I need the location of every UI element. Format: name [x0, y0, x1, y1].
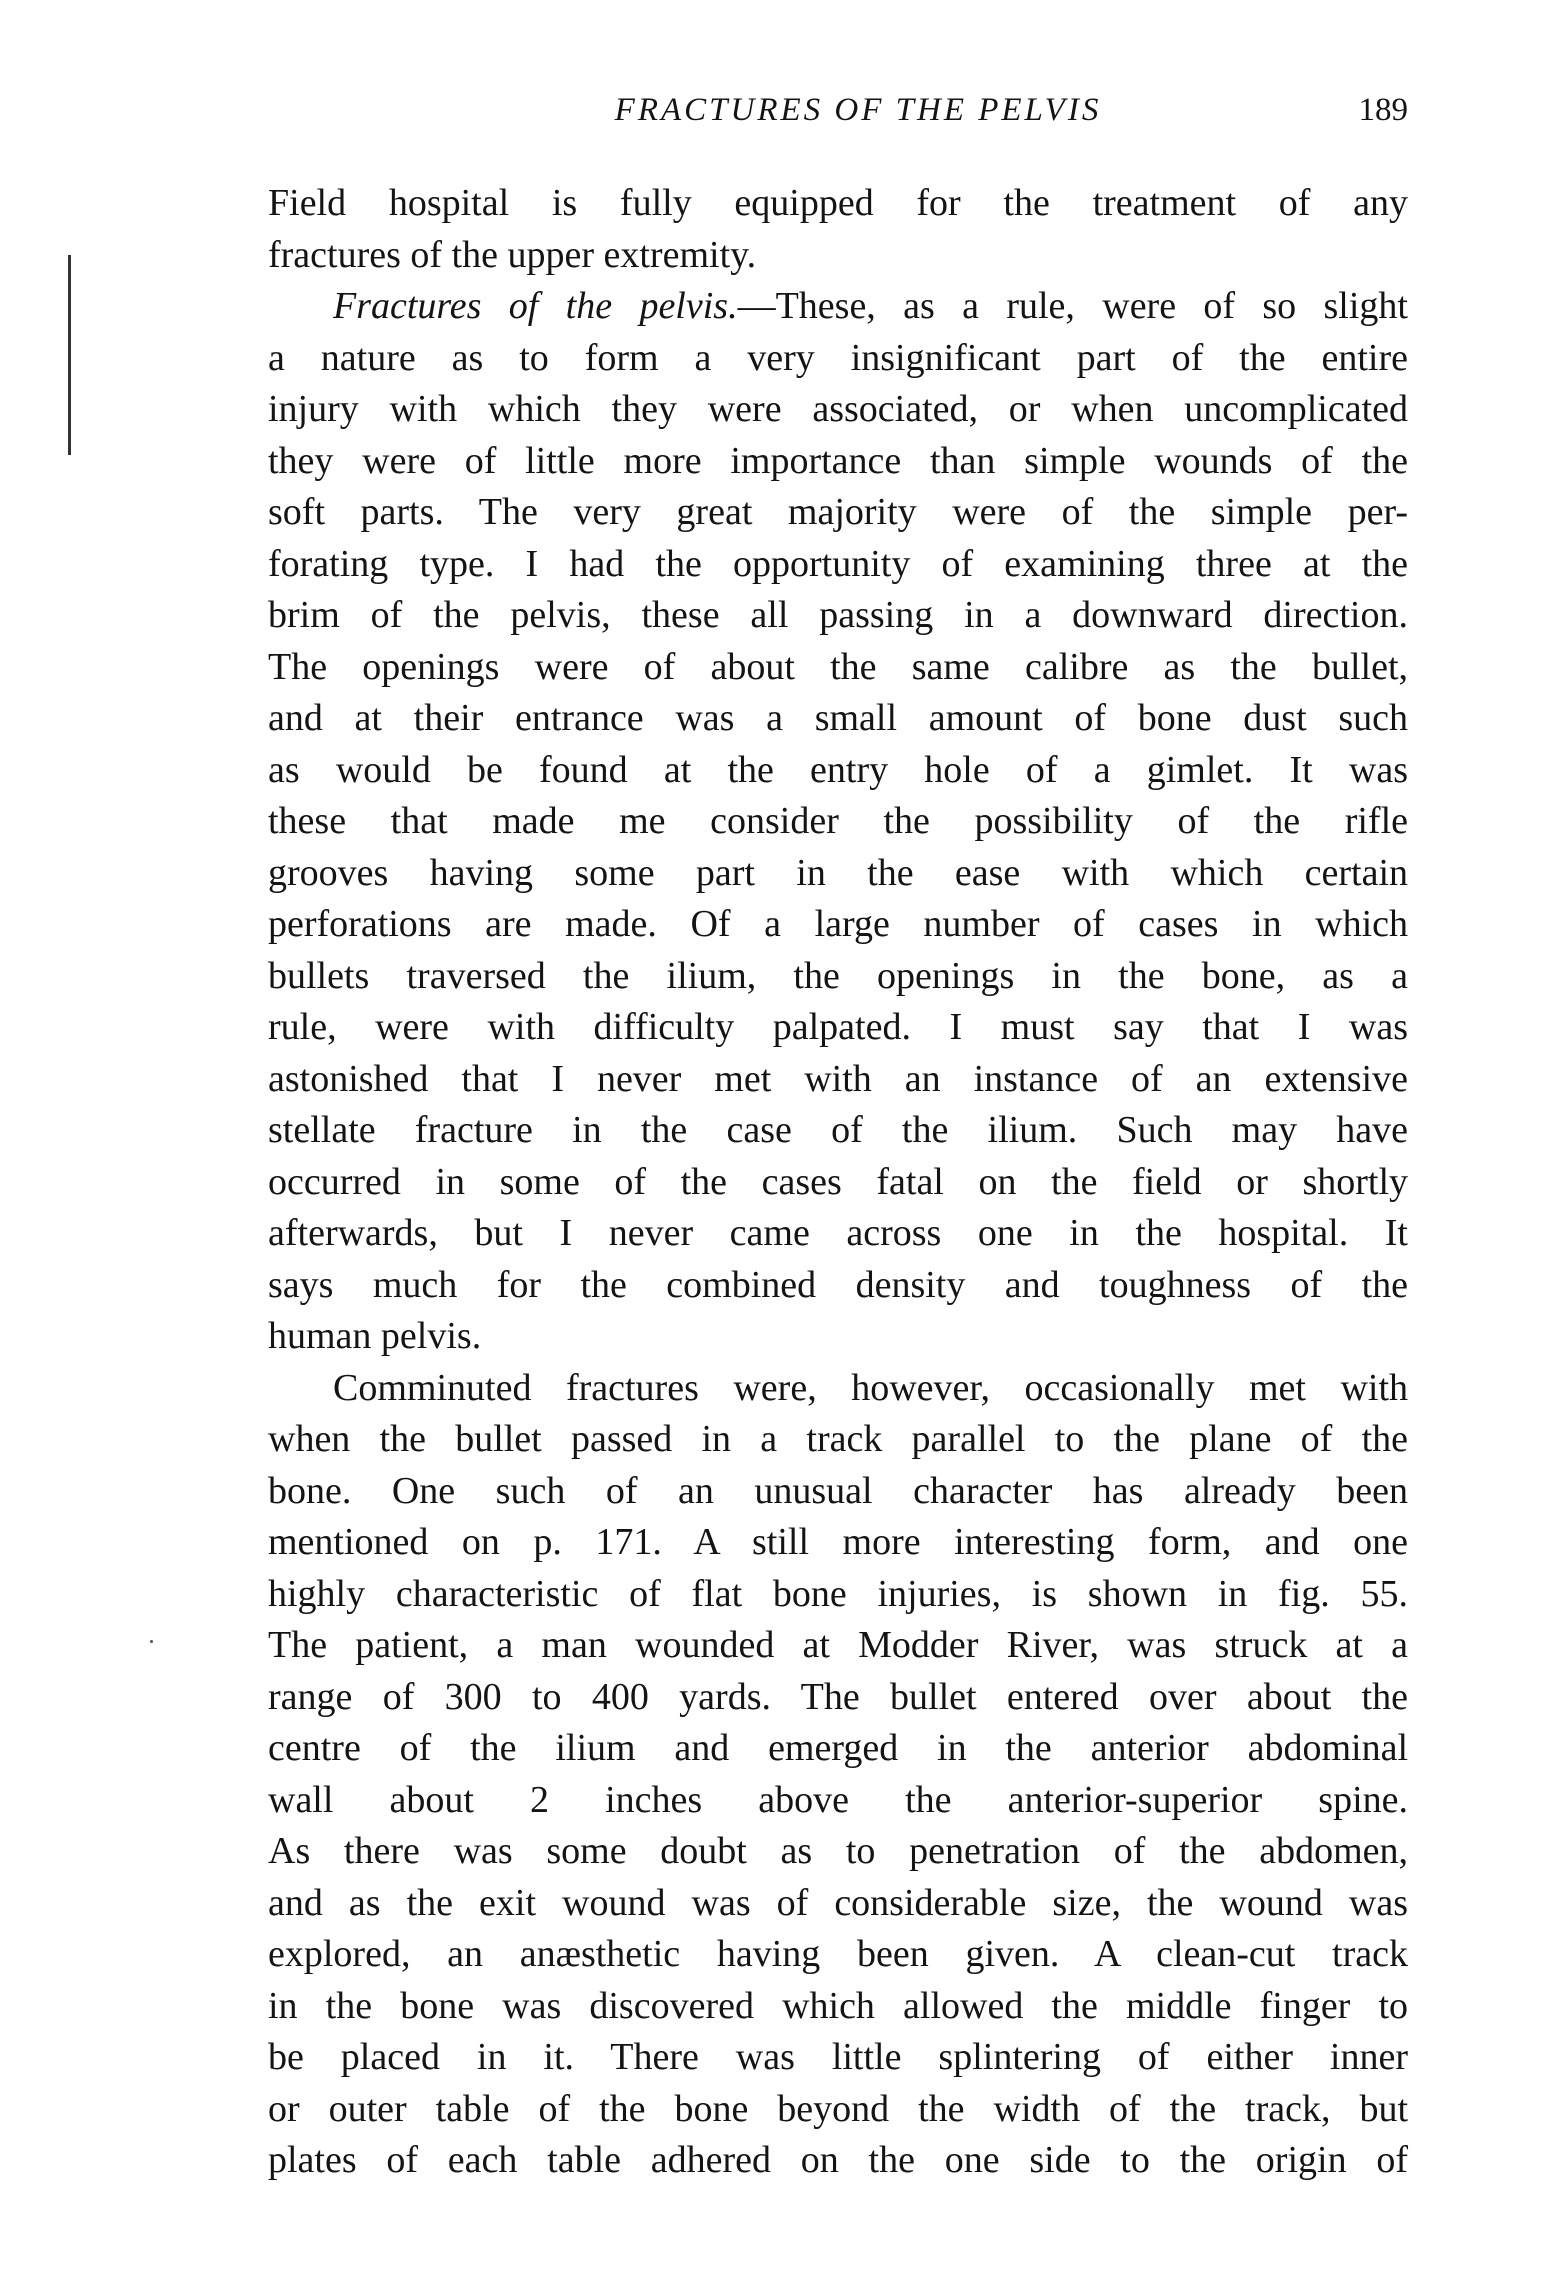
line-text: astonished that I never met with an instance of an extensive	[268, 1057, 1408, 1100]
section-heading-inline: Fractures of the pelvis.	[333, 285, 738, 327]
line-text: bullets traversed the ilium, the openings in the bone, as a	[268, 954, 1408, 997]
line-text: stellate fracture in the case of the ilium. Such may have	[268, 1109, 1408, 1151]
text-line	[268, 1569, 1408, 1621]
scan-speck	[150, 1640, 153, 1643]
text-line	[268, 436, 1408, 488]
line-text: human pelvis.	[268, 1315, 482, 1357]
text-line	[268, 384, 1408, 436]
line-text: forating type. I had the opportunity of examining three at the	[268, 542, 1408, 585]
text-line	[268, 1157, 1408, 1209]
text-line	[268, 230, 1408, 282]
text-line	[268, 1466, 1408, 1518]
text-line	[268, 1208, 1408, 1260]
line-text: bone. One such of an unusual character has already been	[268, 1469, 1408, 1512]
page-header	[268, 92, 1408, 142]
line-text: rule, were with difficulty palpated. I must say that I was	[268, 1006, 1408, 1048]
line-text: —These, as a rule, were of so slight	[737, 285, 1408, 327]
line-text: be placed in it. There was little splintering of either inner	[268, 2036, 1408, 2078]
line-text: these that made me consider the possibility of the rifle	[268, 800, 1408, 842]
line-text: explored, an anæsthetic having been given. A clean-cut track	[268, 1933, 1408, 1975]
line-text: As there was some doubt as to penetration of the abdomen,	[268, 1830, 1408, 1872]
text-line	[268, 1878, 1408, 1930]
line-text: and as the exit wound was of considerable size, the wound was	[268, 1881, 1408, 1924]
text-line	[268, 281, 1408, 333]
line-text: highly characteristic of flat bone injuries, is shown in fig. 55.	[268, 1572, 1408, 1615]
text-line	[268, 1002, 1408, 1054]
line-text: Field hospital is fully equipped for the treatment of any	[268, 182, 1408, 224]
line-text: says much for the combined density and toughness of the	[268, 1263, 1408, 1306]
line-text: grooves having some part in the ease with which certain	[268, 851, 1408, 894]
page-number: 189	[1358, 92, 1408, 128]
text-line	[268, 1414, 1408, 1466]
margin-mark	[68, 255, 71, 455]
text-line	[268, 2032, 1408, 2084]
text-line	[268, 590, 1408, 642]
text-line	[268, 642, 1408, 694]
line-text: injury with which they were associated, or when uncomplicated	[268, 388, 1408, 430]
line-text: when the bullet passed in a track parallel to the plane of the	[268, 1418, 1408, 1460]
text-line	[268, 1620, 1408, 1672]
line-text: perforations are made. Of a large number of cases in which	[268, 903, 1408, 945]
text-line	[268, 539, 1408, 591]
text-line	[268, 1826, 1408, 1878]
line-text: brim of the pelvis, these all passing in a downward direction.	[268, 594, 1408, 636]
line-text: a nature as to form a very insignificant part of the entire	[268, 336, 1408, 379]
line-text: afterwards, but I never came across one in the hospital. It	[268, 1212, 1408, 1254]
text-line	[268, 333, 1408, 385]
line-text: range of 300 to 400 yards. The bullet entered over about the	[268, 1675, 1408, 1718]
line-text: in the bone was discovered which allowed the middle finger to	[268, 1984, 1408, 2027]
text-line	[268, 1517, 1408, 1569]
text-line	[268, 1929, 1408, 1981]
line-text: fractures of the upper extremity.	[268, 233, 757, 276]
text-line	[268, 2135, 1408, 2187]
line-text: mentioned on p. 171. A still more interesting form, and one	[268, 1521, 1408, 1563]
text-line	[268, 848, 1408, 900]
line-text: wall about 2 inches above the anterior-superior spine.	[268, 1778, 1408, 1821]
text-line	[268, 951, 1408, 1003]
text-line	[268, 1981, 1408, 2033]
paragraph	[268, 1363, 1408, 2187]
text-line	[268, 745, 1408, 797]
line-text: they were of little more importance than simple wounds of the	[268, 439, 1408, 482]
paragraph	[268, 178, 1408, 281]
text-line	[268, 487, 1408, 539]
text-line	[268, 899, 1408, 951]
text-line	[268, 1311, 1408, 1363]
line-text: The patient, a man wounded at Modder River, was struck at a	[268, 1624, 1408, 1666]
text-line	[268, 796, 1408, 848]
text-line	[268, 2084, 1408, 2136]
text-line	[268, 178, 1408, 230]
line-text: as would be found at the entry hole of a gimlet. It was	[268, 748, 1408, 791]
line-text: centre of the ilium and emerged in the anterior abdominal	[268, 1727, 1408, 1769]
text-line	[268, 1775, 1408, 1827]
line-text: or outer table of the bone beyond the width of the track, but	[268, 2087, 1408, 2130]
text-line	[268, 1672, 1408, 1724]
text-line	[268, 1723, 1408, 1775]
text-line	[268, 1054, 1408, 1106]
line-text: The openings were of about the same calibre as the bullet,	[268, 645, 1408, 688]
body-text	[268, 178, 1408, 2187]
line-text: occurred in some of the cases fatal on the field or shortly	[268, 1160, 1408, 1203]
line-text: Comminuted fractures were, however, occasionally met with	[333, 1366, 1408, 1409]
text-line	[268, 1105, 1408, 1157]
line-text: plates of each table adhered on the one side to the origin of	[268, 2139, 1408, 2181]
line-text: and at their entrance was a small amount of bone dust such	[268, 697, 1408, 739]
text-line	[268, 693, 1408, 745]
text-line	[268, 1260, 1408, 1312]
text-line	[268, 1363, 1408, 1415]
paragraph	[268, 281, 1408, 1363]
running-title: FRACTURES OF THE PELVIS	[614, 92, 1102, 128]
line-text: soft parts. The very great majority were of the simple per-	[268, 491, 1408, 533]
